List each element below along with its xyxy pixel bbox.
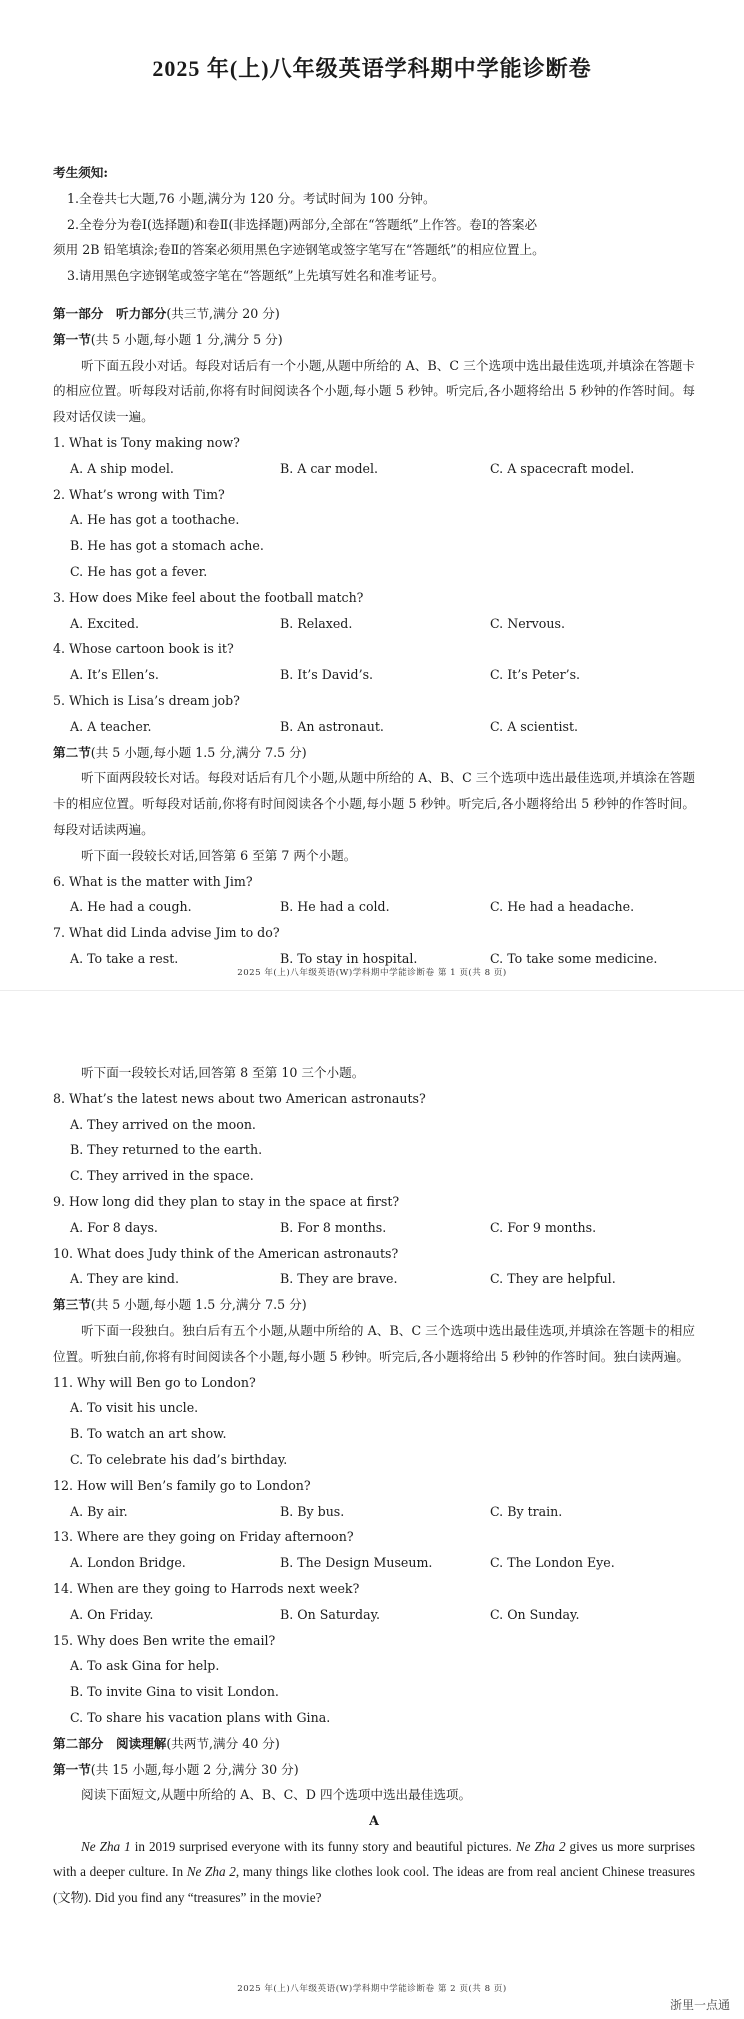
dialogue-intro: 听下面一段较长对话,回答第 6 至第 7 两个小题。 — [81, 847, 357, 863]
option-c: C. The London Eye. — [490, 1555, 615, 1571]
section3-title: 第三节 — [53, 1297, 91, 1313]
option-a: A. For 8 days. — [70, 1219, 158, 1235]
page-2-content — [53, 1060, 695, 1910]
question-options — [53, 1266, 695, 1292]
question-stem: 1. What is Tony making now? — [53, 434, 240, 450]
question-stem: 3. How does Mike feel about the football match? — [53, 589, 364, 605]
notice-heading: 考生须知: — [53, 165, 109, 180]
option-a: A. London Bridge. — [70, 1555, 186, 1571]
question-stem: 7. What did Linda advise Jim to do? — [53, 925, 280, 941]
option-b: B. The Design Museum. — [280, 1555, 433, 1571]
question-options — [53, 611, 695, 637]
part2-note: (共两节,满分 40 分) — [166, 1735, 280, 1751]
option-b: B. On Saturday. — [280, 1606, 381, 1622]
option-c: C. On Sunday. — [490, 1606, 580, 1622]
option-c: C. They arrived in the space. — [70, 1168, 254, 1184]
passage-text: in 2019 surprised everyone with its funny story and beautiful pictures. — [130, 1838, 516, 1854]
exam-title: 2025 年(上)八年级英语学科期中学能诊断卷 — [152, 56, 592, 81]
page-1-content — [53, 160, 695, 972]
option-c: C. To take some medicine. — [490, 950, 658, 966]
option-b: B. He had a cold. — [280, 899, 390, 915]
question-options — [53, 1499, 695, 1525]
option-c: C. To celebrate his dad’s birthday. — [70, 1451, 288, 1467]
option-c: C. For 9 months. — [490, 1219, 597, 1235]
option-b: B. An astronaut. — [280, 718, 384, 734]
page-footer: 2025 年(上)八年级英语(W)学科期中学能诊断卷 第 1 页(共 8 页) — [237, 968, 507, 978]
option-b: B. To watch an art show. — [70, 1426, 227, 1442]
section1-note: (共 5 小题,每小题 1 分,满分 5 分) — [90, 331, 283, 347]
question-options — [53, 1550, 695, 1576]
passage-text: gives us more surprises with a deeper culture. In — [53, 1838, 696, 1880]
part1-note: (共三节,满分 20 分) — [166, 305, 280, 321]
section3-instruction: 听下面一段独白。独白后有五个小题,从题中所给的 A、B、C 三个选项中选出最佳选项,并填涂在答题卡的相应位置。听独白前,你将有时间阅读各个小题,每小题 5 秒钟。听完后,各小题将给出 5 秒钟的作答时间。独白读两遍。 — [53, 1322, 695, 1364]
option-b: B. Relaxed. — [280, 615, 353, 631]
question-stem: 11. Why will Ben go to London? — [53, 1374, 256, 1390]
option-b: B. To stay in hospital. — [280, 950, 418, 966]
option-c: C. A scientist. — [490, 718, 579, 734]
option-c: C. It’s Peter’s. — [490, 667, 581, 683]
movie-title: Ne Zha 2 — [515, 1838, 566, 1854]
question-options — [53, 662, 695, 688]
option-a: A. To take a rest. — [70, 950, 179, 966]
question-options — [53, 1215, 695, 1241]
section3-note: (共 5 小题,每小题 1.5 分,满分 7.5 分) — [90, 1297, 307, 1313]
option-b: B. They are brave. — [280, 1271, 398, 1287]
section2-note: (共 5 小题,每小题 1.5 分,满分 7.5 分) — [90, 744, 307, 760]
part2-section1-heading — [53, 1757, 695, 1783]
option-b: B. He has got a stomach ache. — [70, 538, 264, 554]
part2-heading — [53, 1731, 695, 1757]
notice-item: 2.全卷分为卷Ⅰ(选择题)和卷Ⅱ(非选择题)两部分,全部在“答题纸”上作答。卷Ⅰ的答案必 — [67, 216, 538, 232]
option-a: A. A teacher. — [70, 718, 152, 734]
passage-label: A — [369, 1813, 379, 1829]
option-a: A. A ship model. — [70, 460, 174, 476]
reading-passage — [53, 1834, 695, 1911]
option-a: A. On Friday. — [70, 1606, 154, 1622]
option-a: A. He has got a toothache. — [70, 512, 240, 528]
part2-title: 第二部分 阅读理解 — [53, 1735, 167, 1751]
section1-title: 第一节 — [53, 331, 91, 347]
question-stem: 13. Where are they going on Friday afternoon? — [53, 1529, 354, 1545]
question-stem: 2. What’s wrong with Tim? — [53, 486, 225, 502]
watermark-text: 浙里一点通 — [669, 1998, 730, 2012]
movie-title: Ne Zha 1 — [81, 1838, 131, 1854]
option-b: B. A car model. — [280, 460, 379, 476]
option-c: C. He has got a fever. — [70, 563, 208, 579]
notice-item: 1.全卷共七大题,76 小题,满分为 120 分。考试时间为 100 分钟。 — [67, 190, 436, 206]
option-b: B. They returned to the earth. — [70, 1142, 263, 1158]
option-b: B. To invite Gina to visit London. — [70, 1684, 279, 1700]
option-c: C. He had a headache. — [490, 899, 635, 915]
question-options — [53, 894, 695, 920]
movie-title: Ne Zha 2 — [186, 1864, 236, 1880]
option-c: C. Nervous. — [490, 615, 565, 631]
section1-heading — [53, 327, 695, 353]
section2-title: 第二节 — [53, 744, 91, 760]
option-b: B. By bus. — [280, 1503, 345, 1519]
option-c: C. To share his vacation plans with Gina. — [70, 1709, 331, 1725]
option-a: A. By air. — [70, 1503, 128, 1519]
option-b: B. It’s David’s. — [280, 667, 374, 683]
page-1 — [0, 0, 744, 990]
question-stem: 12. How will Ben’s family go to London? — [53, 1477, 311, 1493]
question-stem: 5. Which is Lisa’s dream job? — [53, 692, 240, 708]
page-footer: 2025 年(上)八年级英语(W)学科期中学能诊断卷 第 2 页(共 8 页) — [237, 1984, 507, 1994]
part2-section1-title: 第一节 — [53, 1761, 91, 1777]
section2-instruction: 听下面两段较长对话。每段对话后有几个小题,从题中所给的 A、B、C 三个选项中选出最佳选项,并填涂在答题卡的相应位置。听每段对话前,你将有时间阅读各个小题,每小题 5 秒钟。听完后,各小题将给出 5 秒钟的作答时间。每段对话读两遍。 — [53, 770, 695, 837]
question-options — [53, 1602, 695, 1628]
option-c: C. By train. — [490, 1503, 563, 1519]
question-stem: 10. What does Judy think of the American astronauts? — [53, 1245, 399, 1261]
section3-heading — [53, 1292, 695, 1318]
part2-section1-note: (共 15 小题,每小题 2 分,满分 30 分) — [90, 1761, 299, 1777]
section2-heading — [53, 740, 695, 766]
part1-title: 第一部分 听力部分 — [53, 305, 167, 321]
option-a: A. He had a cough. — [70, 899, 192, 915]
option-a: A. To visit his uncle. — [70, 1400, 199, 1416]
question-stem: 9. How long did they plan to stay in the space at first? — [53, 1193, 400, 1209]
notice-item: 3.请用黑色字迹钢笔或签字笔在“答题纸”上先填写姓名和准考证号。 — [67, 268, 445, 284]
part1-heading — [53, 301, 695, 327]
option-a: A. It’s Ellen’s. — [70, 667, 159, 683]
option-c: C. A spacecraft model. — [490, 460, 635, 476]
dialogue-intro: 听下面一段较长对话,回答第 8 至第 10 三个小题。 — [81, 1065, 365, 1080]
option-a: A. Excited. — [70, 615, 140, 631]
section1-instruction: 听下面五段小对话。每段对话后有一个小题,从题中所给的 A、B、C 三个选项中选出最佳选项,并填涂在答题卡的相应位置。听每段对话前,你将有时间阅读各个小题,每小题 5 秒钟。听完后,各小题将给出 5 秒钟的作答时间。每段对话仅读一遍。 — [53, 357, 695, 425]
question-stem: 6. What is the matter with Jim? — [53, 873, 253, 889]
option-a: A. They arrived on the moon. — [70, 1116, 256, 1132]
option-a: A. They are kind. — [70, 1271, 180, 1287]
question-options — [53, 714, 695, 740]
question-stem: 4. Whose cartoon book is it? — [53, 641, 234, 657]
option-c: C. They are helpful. — [490, 1271, 616, 1287]
notice-item: 须用 2B 铅笔填涂;卷Ⅱ的答案必须用黑色字迹钢笔或签字笔写在“答题纸”的相应位置上。 — [53, 242, 545, 258]
option-a: A. To ask Gina for help. — [70, 1658, 220, 1674]
reading-instruction: 阅读下面短文,从题中所给的 A、B、C、D 四个选项中选出最佳选项。 — [81, 1787, 472, 1803]
question-stem: 14. When are they going to Harrods next week? — [53, 1580, 360, 1596]
passage-text: , many things like clothes look cool. The ideas are from real ancient Chinese treasures (文物). Did you find any “treasures” in the movie? — [53, 1864, 695, 1905]
option-b: B. For 8 months. — [280, 1219, 387, 1235]
question-stem: 8. What’s the latest news about two American astronauts? — [53, 1090, 426, 1106]
question-stem: 15. Why does Ben write the email? — [53, 1632, 276, 1648]
question-options — [53, 456, 695, 482]
